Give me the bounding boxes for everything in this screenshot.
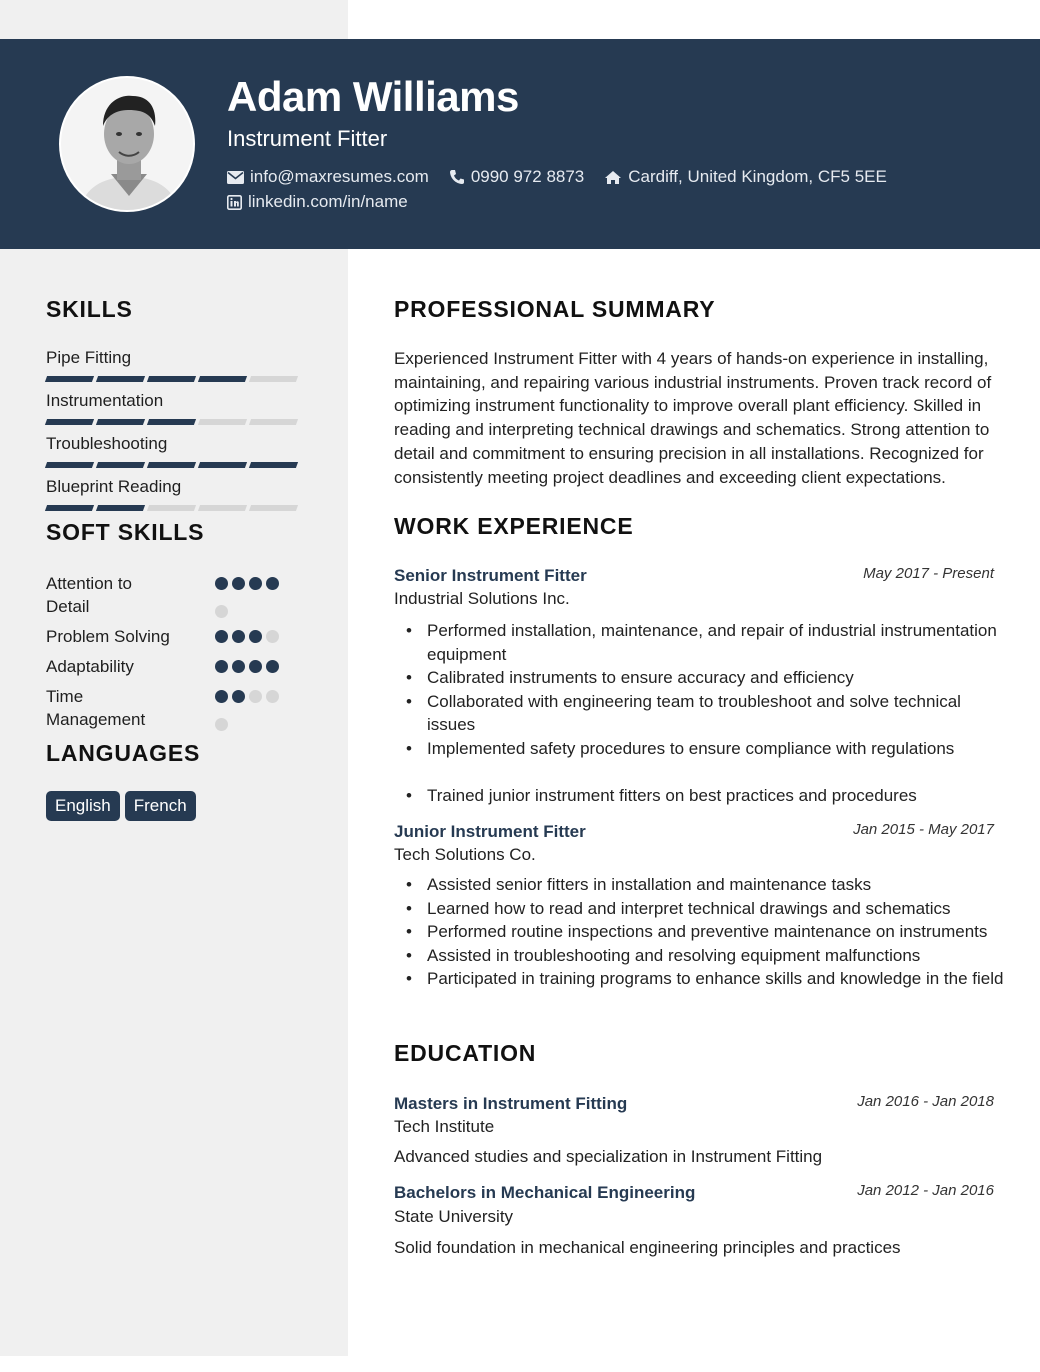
degree-title: Masters in Instrument Fitting: [394, 1094, 628, 1113]
rating-dot: [215, 690, 228, 703]
job-bullet: • Assisted in troubleshooting and resolving equipment malfunctions: [394, 944, 1004, 968]
candidate-title: Instrument Fitter: [227, 126, 388, 151]
profile-photo-image: [61, 78, 195, 212]
phone-icon: [449, 169, 465, 185]
soft-skill-rating: [215, 660, 295, 688]
skill-segment: [198, 462, 247, 468]
contact-linkedin[interactable]: [227, 192, 408, 212]
degree-dates: Jan 2012 - Jan 2016: [857, 1182, 994, 1199]
job-bullets: [394, 619, 1004, 808]
skill-label: Troubleshooting: [46, 434, 168, 453]
skill-segment: [249, 419, 298, 425]
rating-dot: [215, 660, 228, 673]
skill-segment: [147, 505, 196, 511]
languages-list: [46, 791, 201, 821]
skill-segment: [249, 462, 298, 468]
soft-skill-label: Problem Solving: [46, 627, 170, 646]
soft-skill-item: [46, 572, 286, 618]
job-bullet: • Calibrated instruments to ensure accuracy and efficiency: [394, 666, 1004, 690]
degree-dates: Jan 2016 - Jan 2018: [857, 1093, 994, 1110]
rating-dot: [215, 718, 228, 731]
skill-segment: [96, 505, 145, 511]
job-bullet: • Performed routine inspections and preventive maintenance on instruments: [394, 920, 1004, 944]
skill-segment: [249, 505, 298, 511]
job-company: Industrial Solutions Inc.: [394, 589, 570, 608]
rating-dot: [232, 690, 245, 703]
summary-text: Experienced Instrument Fitter with 4 years of hands-on experience in installing, maintaining, and repairing various industrial instruments. Proven track record of optimizing instrument functionality to improve overall plant efficiency. Skilled in reading and interpreting technical drawings and schematics. Strong attention to detail and commitment to ensuring precision in all installations. Recognized for consistently meeting project deadlines and exceeding client expectations.: [394, 349, 992, 487]
rating-dot: [266, 577, 279, 590]
job-company: Tech Solutions Co.: [394, 845, 536, 864]
candidate-name: Adam Williams: [227, 73, 519, 120]
job-bullet: • Implemented safety procedures to ensure compliance with regulations: [394, 737, 1004, 761]
rating-dot: [249, 660, 262, 673]
contact-email[interactable]: [227, 167, 429, 187]
skill-bar: [46, 462, 302, 468]
rating-dot: [232, 660, 245, 673]
languages-heading: LANGUAGES: [46, 740, 201, 766]
skill-item: [46, 434, 302, 468]
soft-skill-item: [46, 685, 286, 731]
skill-segment: [45, 462, 94, 468]
skill-label: Pipe Fitting: [46, 348, 132, 367]
language-badge: English: [46, 791, 120, 821]
job-dates: May 2017 - Present: [863, 565, 994, 582]
experience-heading: WORK EXPERIENCE: [394, 513, 634, 539]
degree-description: Advanced studies and specialization in Instrument Fitting: [394, 1147, 823, 1166]
rating-dot: [249, 577, 262, 590]
language-badge: French: [125, 791, 196, 821]
contact-row-linkedin: [227, 192, 428, 212]
home-icon: [604, 170, 622, 185]
resume-header: [0, 39, 1040, 249]
job-bullet: • Trained junior instrument fitters on best practices and procedures: [394, 784, 1004, 808]
skill-segment: [96, 462, 145, 468]
soft-skill-label: Time Management: [46, 687, 146, 729]
job-bullet: • Participated in training programs to enhance skills and knowledge in the field: [394, 967, 1004, 991]
job-bullet: • Collaborated with engineering team to troubleshoot and solve technical issues: [394, 690, 1004, 737]
contact-row: [227, 167, 907, 187]
summary-heading: PROFESSIONAL SUMMARY: [394, 296, 716, 322]
skill-segment: [96, 419, 145, 425]
contact-address: [604, 167, 887, 187]
job-bullet: • Learned how to read and interpret technical drawings and schematics: [394, 897, 1004, 921]
skill-segment: [147, 419, 196, 425]
address-text: Cardiff, United Kingdom, CF5 5EE: [628, 167, 887, 186]
linkedin-icon: [227, 195, 242, 210]
soft-skills-heading: SOFT SKILLS: [46, 519, 205, 545]
rating-dot: [249, 630, 262, 643]
rating-dot: [266, 630, 279, 643]
skill-segment: [45, 376, 94, 382]
envelope-icon: [227, 171, 244, 184]
rating-dot: [266, 660, 279, 673]
job-bullet: • Assisted senior fitters in installation and maintenance tasks: [394, 873, 1004, 897]
education-heading: EDUCATION: [394, 1040, 537, 1066]
soft-skill-item: [46, 625, 286, 648]
skill-segment: [96, 376, 145, 382]
skill-segment: [147, 462, 196, 468]
job-bullets: [394, 873, 1004, 991]
skill-bar: [46, 376, 302, 382]
skill-item: [46, 477, 302, 511]
skill-bar: [46, 505, 302, 511]
linkedin-text: linkedin.com/in/name: [248, 192, 408, 211]
rating-dot: [215, 577, 228, 590]
skill-bar: [46, 419, 302, 425]
email-text: info@maxresumes.com: [250, 167, 429, 186]
school-name: State University: [394, 1207, 514, 1226]
soft-skill-label: Adaptability: [46, 657, 134, 676]
rating-dot: [215, 605, 228, 618]
job-title: Junior Instrument Fitter: [394, 822, 586, 841]
degree-description: Solid foundation in mechanical engineering principles and practices: [394, 1238, 901, 1257]
school-name: Tech Institute: [394, 1117, 495, 1136]
soft-skill-item: [46, 655, 286, 678]
rating-dot: [266, 690, 279, 703]
job-title: Senior Instrument Fitter: [394, 566, 587, 585]
skill-segment: [198, 376, 247, 382]
rating-dot: [249, 690, 262, 703]
skill-segment: [249, 376, 298, 382]
skill-segment: [45, 419, 94, 425]
rating-dot: [215, 630, 228, 643]
skill-item: [46, 391, 302, 425]
skills-heading: SKILLS: [46, 296, 133, 322]
skill-segment: [198, 419, 247, 425]
rating-dot: [232, 577, 245, 590]
job-bullet: • Performed installation, maintenance, and repair of industrial instrumentation equipment: [394, 619, 1004, 666]
phone-text: 0990 972 8873: [470, 167, 585, 186]
skill-label: Blueprint Reading: [46, 477, 182, 496]
contact-phone[interactable]: [449, 167, 584, 187]
skill-label: Instrumentation: [46, 391, 164, 410]
skill-segment: [45, 505, 94, 511]
soft-skill-rating: [215, 690, 295, 746]
soft-skill-rating: [215, 630, 295, 658]
soft-skill-label: Attention to Detail: [46, 574, 133, 616]
degree-title: Bachelors in Mechanical Engineering: [394, 1183, 696, 1202]
job-dates: Jan 2015 - May 2017: [853, 821, 994, 838]
skill-item: [46, 348, 302, 382]
profile-photo: [59, 76, 195, 212]
skill-segment: [147, 376, 196, 382]
skill-segment: [198, 505, 247, 511]
rating-dot: [232, 630, 245, 643]
